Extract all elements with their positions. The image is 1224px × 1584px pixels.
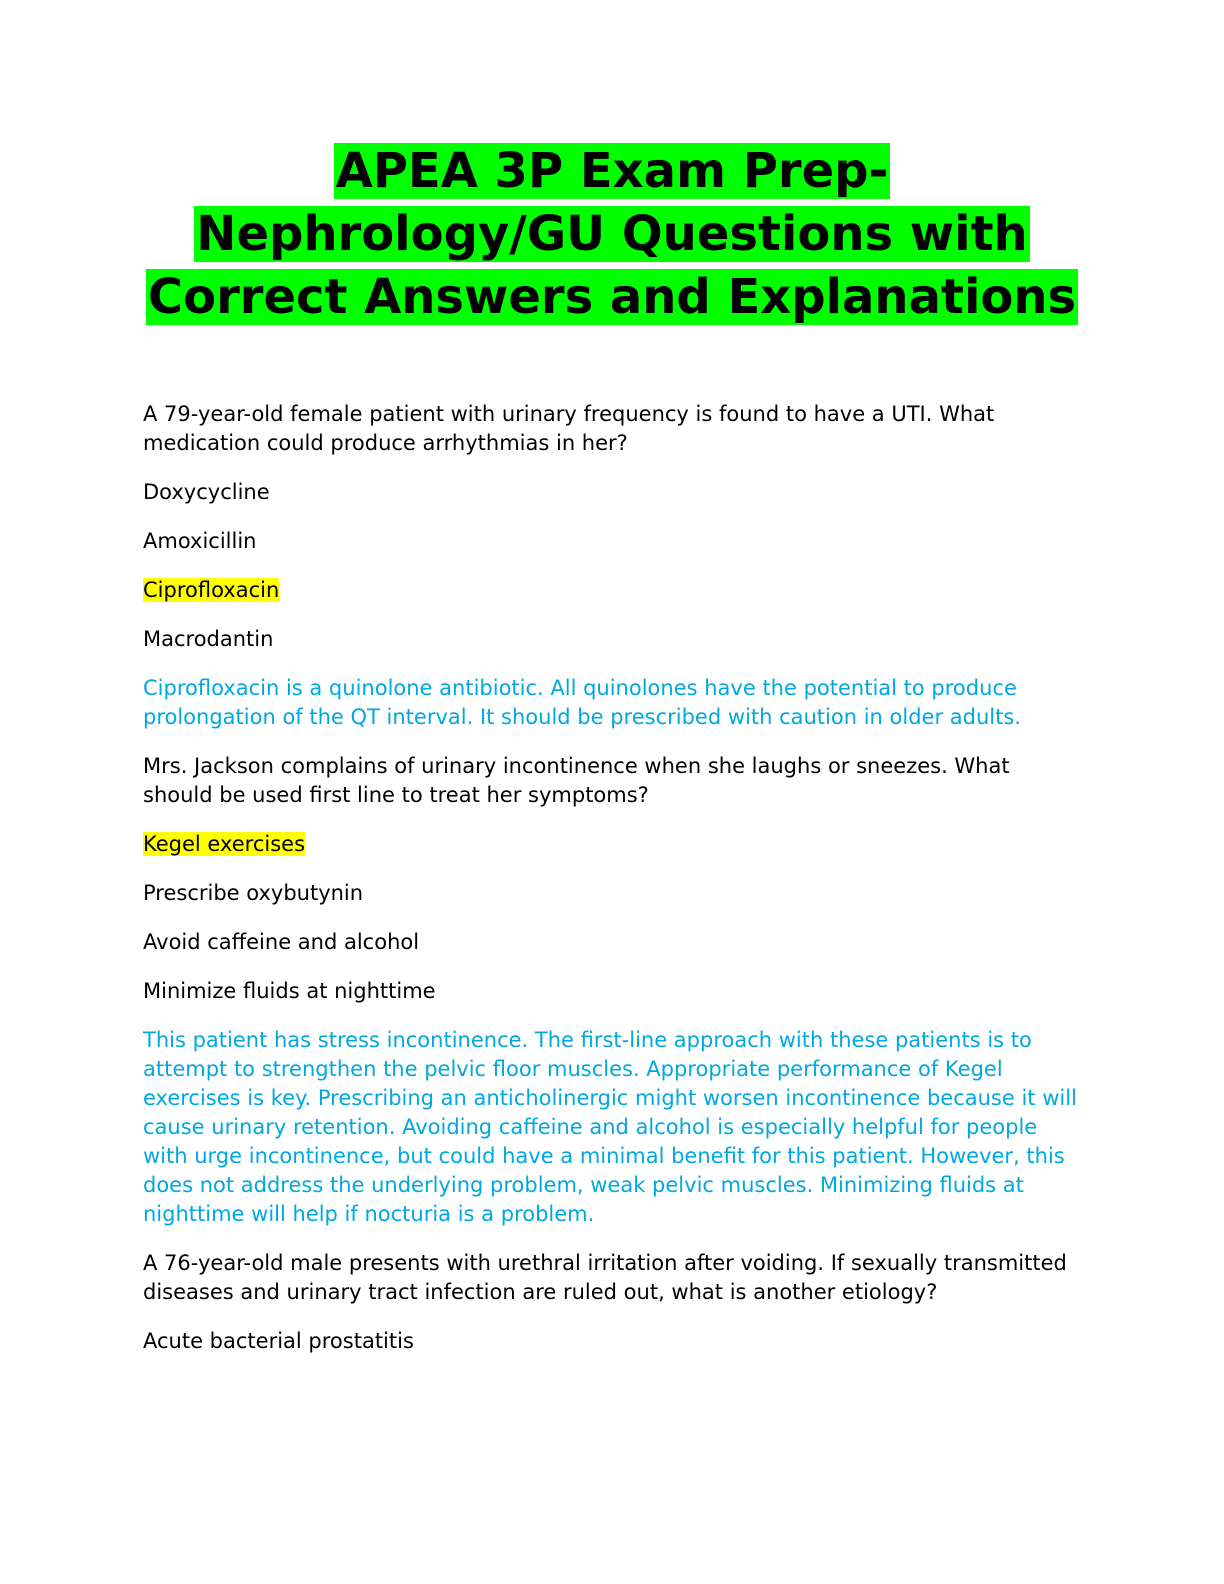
option-label: Avoid caffeine and alcohol: [143, 930, 420, 954]
option-label: Amoxicillin: [143, 529, 257, 553]
question-2-option-2: [143, 879, 1078, 908]
option-label: Macrodantin: [143, 627, 274, 651]
question-2-explanation: This patient has stress incontinence. The first-line approach with these patients is to attempt to strengthen the pelvic floor muscles. Appropriate performance of Kegel exercises is key. Prescribing an anticholinergic might worsen incontinence because it will cause urinary retention. Avoiding caffeine and alcohol is especially helpful for people with urge incontinence, but could have a minimal benefit for this patient. However, this does not address the underlying problem, weak pelvic muscles. Minimizing fluids at nighttime will help if nocturia is a problem.: [143, 1028, 1077, 1226]
question-1-option-3-correct: [143, 576, 1078, 605]
option-label: Doxycycline: [143, 480, 270, 504]
question-2-option-1-correct: [143, 830, 1078, 859]
question-list: [143, 400, 1078, 1376]
question-2-option-3: [143, 928, 1078, 957]
option-label: Prescribe oxybutynin: [143, 881, 364, 905]
title-line-2: Nephrology/GU Questions with: [196, 206, 1028, 262]
title-line-1: APEA 3P Exam Prep-: [335, 143, 889, 199]
question-2-option-4: [143, 977, 1078, 1006]
page-title: [100, 140, 1124, 329]
question-3-option-1: [143, 1327, 1078, 1356]
option-label: Minimize fluids at nighttime: [143, 979, 436, 1003]
question-1-explanation: Ciprofloxacin is a quinolone antibiotic. All quinolones have the potential to produce prolongation of the QT interval. It should be prescribed with caution in older adults.: [143, 676, 1021, 729]
question-1-option-4: [143, 625, 1078, 654]
question-1-option-2: [143, 527, 1078, 556]
question-1-text: A 79-year-old female patient with urinary frequency is found to have a UTI. What medication could produce arrhythmias in her?: [143, 402, 995, 455]
question-1-option-1: [143, 478, 1078, 507]
title-line-3: Correct Answers and Explanations: [147, 269, 1077, 325]
correct-answer-highlight: Ciprofloxacin: [143, 578, 280, 602]
question-2-text: Mrs. Jackson complains of urinary incontinence when she laughs or sneezes. What should be used first line to treat her symptoms?: [143, 754, 1010, 807]
question-3-text: A 76-year-old male presents with urethral irritation after voiding. If sexually transmitted diseases and urinary tract infection are ruled out, what is another etiology?: [143, 1251, 1067, 1304]
option-label: Acute bacterial prostatitis: [143, 1329, 414, 1353]
correct-answer-highlight: Kegel exercises: [143, 832, 306, 856]
